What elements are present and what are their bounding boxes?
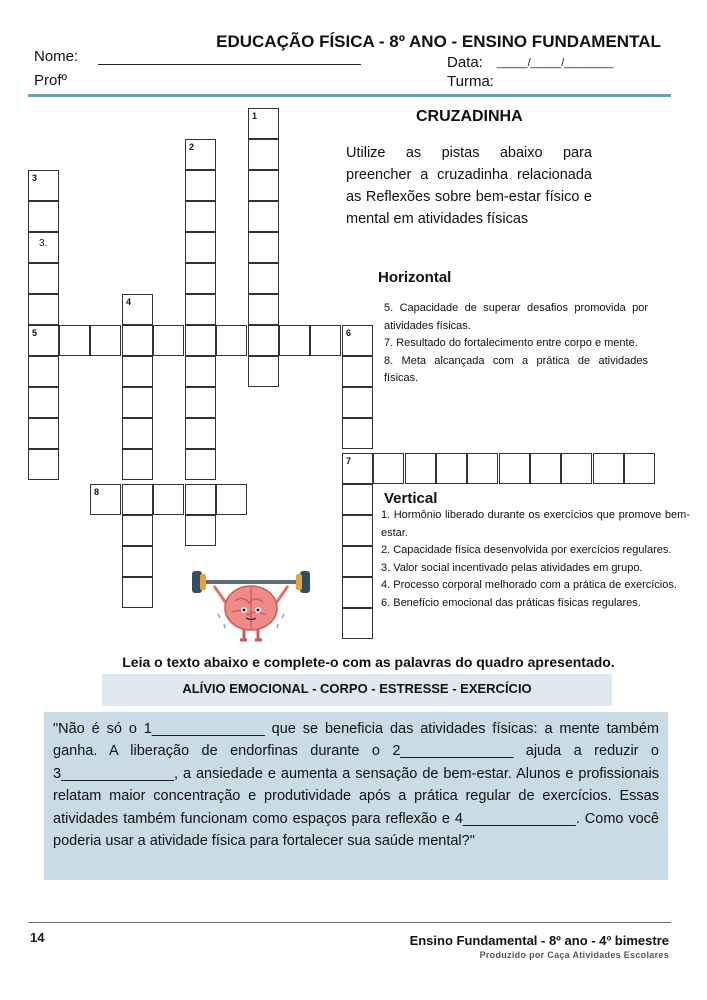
crossword-cell[interactable] <box>28 449 59 480</box>
crossword-cell[interactable] <box>248 108 279 139</box>
crossword-cell[interactable] <box>90 325 121 356</box>
crossword-cell[interactable] <box>248 263 279 294</box>
clue-number: 1 <box>252 111 258 121</box>
crossword-cell[interactable] <box>248 201 279 232</box>
nome-field[interactable] <box>98 64 361 65</box>
crossword-cell[interactable] <box>561 453 592 484</box>
crossword-cell[interactable] <box>342 577 373 608</box>
crossword-cell[interactable] <box>185 484 216 515</box>
crossword-cell[interactable] <box>122 449 153 480</box>
crossword-cell[interactable] <box>153 325 184 356</box>
header-divider <box>28 94 671 97</box>
data-label: Data: <box>447 54 483 71</box>
fill-in-instruction: Leia o texto abaixo e complete-o com as palavras do quadro apresentado. <box>122 654 615 670</box>
crossword-cell[interactable] <box>28 201 59 232</box>
vertical-title: Vertical <box>384 490 438 507</box>
crossword-cell[interactable] <box>342 356 373 387</box>
crossword-cell[interactable] <box>342 325 373 356</box>
crossword-cell[interactable] <box>248 294 279 325</box>
crossword-cell[interactable] <box>373 453 404 484</box>
crossword-cell[interactable] <box>593 453 624 484</box>
crossword-cell[interactable] <box>185 232 216 263</box>
vertical-clue-list <box>381 507 690 613</box>
brain-lifting-illustration <box>190 566 312 646</box>
footer-info <box>410 933 669 960</box>
crossword-cell[interactable] <box>185 449 216 480</box>
crossword-cell[interactable] <box>248 170 279 201</box>
clue-number: 2 <box>189 142 195 152</box>
footer-credit: Produzido por Caça Atividades Escolares <box>479 950 669 960</box>
crossword-cell[interactable] <box>342 418 373 449</box>
crossword-cell[interactable] <box>530 453 561 484</box>
crossword-cell[interactable] <box>342 387 373 418</box>
crossword-cell[interactable] <box>499 453 530 484</box>
clue-v4: 4. Processo corporal melhorado com a prática de exercícios. <box>381 579 677 592</box>
crossword-cell[interactable] <box>342 453 373 484</box>
footer-divider <box>28 922 671 923</box>
crossword-cell[interactable] <box>185 201 216 232</box>
crossword-cell[interactable] <box>279 325 310 356</box>
crossword-cell[interactable] <box>185 418 216 449</box>
crossword-cell[interactable] <box>122 325 153 356</box>
crossword-cell[interactable] <box>405 453 436 484</box>
horizontal-clue-list <box>384 300 648 388</box>
fill-in-text[interactable]: "Não é só o 1______________ que se beneficia das atividades físicas: a mente também ganha. A liberação de endorfinas durante o 2______________ ajuda a reduzir o 3______________, a ansiedade e aumenta a sensação de bem-estar. Alunos e profissionais relatam maior concentração e produtividade após a prática regular de exercícios. Essas atividades também funcionam como espaços para reflexão e 4______________. Como você poderia usar a atividade física para fortalecer sua saúde mental?" <box>44 712 668 880</box>
crossword-cell[interactable] <box>122 546 153 577</box>
crossword-cell[interactable] <box>122 294 153 325</box>
crossword-cell[interactable] <box>185 263 216 294</box>
crossword-cell[interactable] <box>122 484 153 515</box>
word-bank: ALÍVIO EMOCIONAL - CORPO - ESTRESSE - EXERCÍCIO <box>102 674 612 706</box>
crossword-cell[interactable] <box>28 170 59 201</box>
crossword-cell[interactable] <box>342 484 373 515</box>
crossword-cell[interactable] <box>122 418 153 449</box>
crossword-cell[interactable] <box>185 170 216 201</box>
clue-v2: 2. Capacidade física desenvolvida por exercícios regulares. <box>381 544 672 557</box>
crossword-cell[interactable] <box>467 453 498 484</box>
crossword-cell[interactable] <box>122 356 153 387</box>
crossword-cell[interactable] <box>59 325 90 356</box>
page-title: EDUCAÇÃO FÍSICA - 8º ANO - ENSINO FUNDAMENTAL <box>216 32 661 51</box>
crossword-cell[interactable] <box>624 453 655 484</box>
turma-label: Turma: <box>447 73 494 90</box>
crossword-cell[interactable] <box>248 139 279 170</box>
crossword-cell[interactable] <box>185 139 216 170</box>
crossword-cell[interactable] <box>310 325 341 356</box>
clue-number: 7 <box>346 456 352 466</box>
clue-number: 3 <box>32 173 38 183</box>
footer-main: Ensino Fundamental - 8º ano - 4º bimestre <box>409 933 669 948</box>
crossword-cell[interactable] <box>185 515 216 546</box>
clue-number: 4 <box>126 297 132 307</box>
clue-number: 8 <box>94 487 100 497</box>
crossword-cell[interactable] <box>216 484 247 515</box>
crossword-cell[interactable] <box>28 232 59 263</box>
crossword-cell[interactable] <box>28 418 59 449</box>
crossword-cell[interactable] <box>122 515 153 546</box>
clue-v3: 3. Valor social incentivado pelas atividades em grupo. <box>381 561 643 574</box>
page-number: 14 <box>30 930 45 945</box>
crossword-instructions: Utilize as pistas abaixo para preencher a cruzadinha relacionada as Reflexões sobre bem-estar físico e mental em atividades físicas <box>346 145 592 227</box>
crossword-cell[interactable] <box>248 232 279 263</box>
crossword-cell[interactable] <box>248 325 279 356</box>
nome-label: Nome: <box>34 48 79 65</box>
crossword-cell[interactable] <box>28 263 59 294</box>
prof-label: Profº <box>34 72 67 89</box>
clue-v1: 1. Hormônio liberado durante os exercícios que promove bem-estar. <box>381 509 690 539</box>
crossword-cell[interactable] <box>122 387 153 418</box>
crossword-cell[interactable] <box>28 387 59 418</box>
crossword-cell[interactable] <box>153 484 184 515</box>
clue-v6: 6. Benefício emocional das práticas físicas regulares. <box>381 596 641 609</box>
crossword-cell[interactable] <box>436 453 467 484</box>
crossword-cell[interactable] <box>28 356 59 387</box>
horizontal-title: Horizontal <box>378 269 452 286</box>
crossword-cell[interactable] <box>342 608 373 639</box>
crossword-cell[interactable] <box>248 356 279 387</box>
crossword-cell[interactable] <box>342 515 373 546</box>
clue-h7: 7. Resultado do fortalecimento entre corpo e mente. <box>384 337 638 350</box>
data-field[interactable]: _____/_____/________ <box>497 57 614 69</box>
crossword-cell[interactable] <box>122 577 153 608</box>
crossword-title: CRUZADINHA <box>416 108 523 125</box>
stray-number-label: 3. <box>39 238 48 249</box>
crossword-cell[interactable] <box>185 325 216 356</box>
crossword-cell[interactable] <box>90 484 121 515</box>
clue-h8: 8. Meta alcançada com a prática de atividades físicas. <box>384 354 648 385</box>
crossword-cell[interactable] <box>28 325 59 356</box>
clue-h5: 5. Capacidade de superar desafios promovida por atividades físicas. <box>384 302 648 332</box>
crossword-cell[interactable] <box>185 294 216 325</box>
crossword-cell[interactable] <box>28 294 59 325</box>
crossword-cell[interactable] <box>185 387 216 418</box>
clue-number: 5 <box>32 328 38 338</box>
clue-number: 6 <box>346 328 352 338</box>
crossword-cell[interactable] <box>342 546 373 577</box>
crossword-cell[interactable] <box>185 356 216 387</box>
crossword-cell[interactable] <box>216 325 247 356</box>
